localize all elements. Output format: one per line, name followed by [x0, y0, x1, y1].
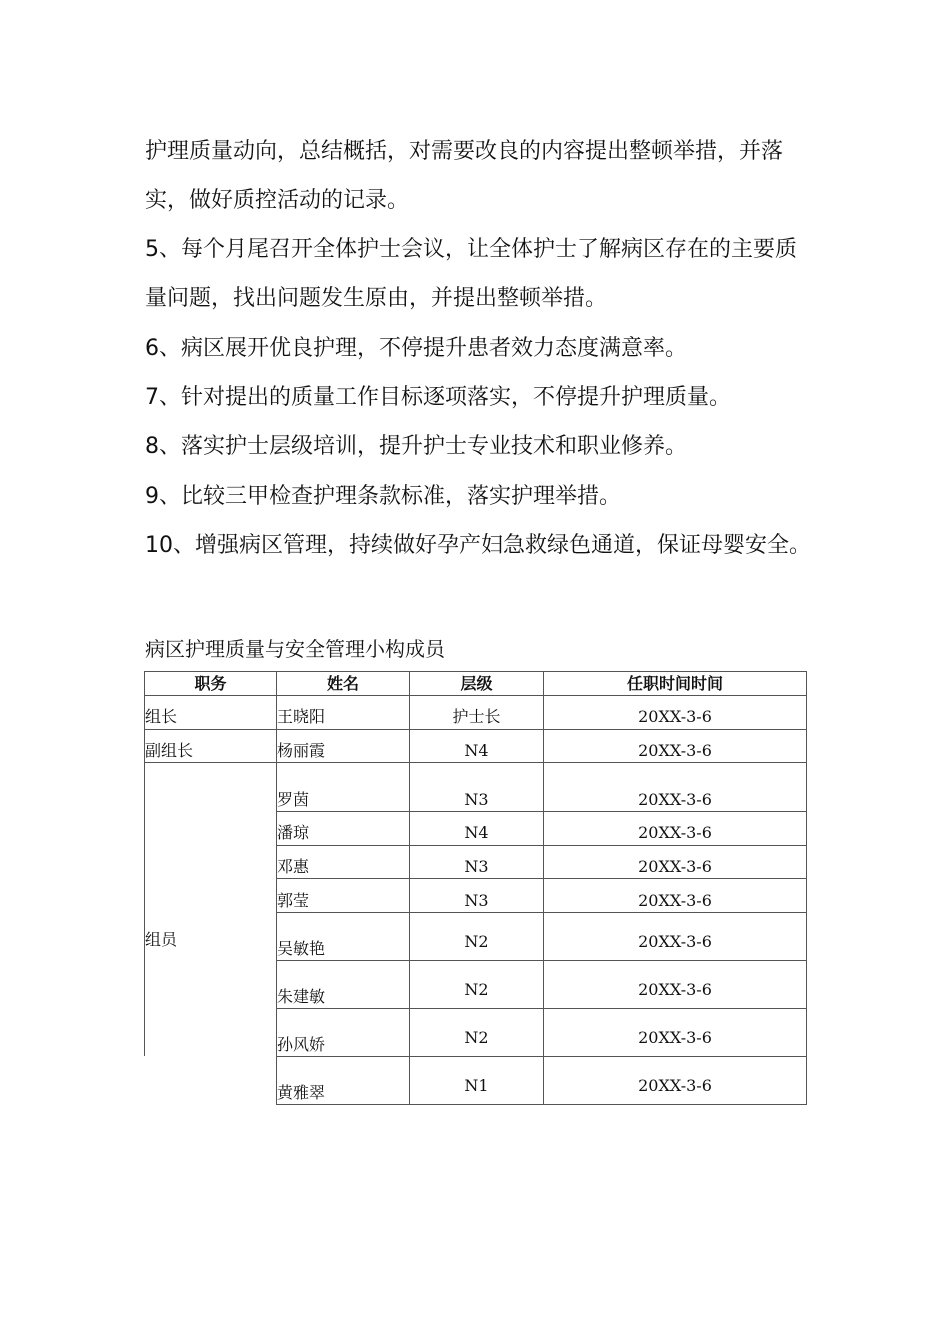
table-row-line — [144, 762, 807, 763]
paragraph-line: 实，做好质控活动的记录。 — [145, 188, 410, 213]
table-row-line — [276, 811, 807, 812]
table-row-line — [276, 1008, 807, 1009]
header-name: 姓名 — [326, 674, 359, 693]
table-cell-date: 20XX-3-6 — [638, 1076, 712, 1095]
table-cell-date: 20XX-3-6 — [638, 707, 712, 726]
table-cell-name: 郭莹 — [277, 891, 310, 910]
table-row-line — [144, 695, 807, 696]
table-cell-name: 黄雅翠 — [277, 1083, 326, 1102]
table-border-top — [144, 671, 807, 672]
table-cell-name: 王晓阳 — [277, 707, 326, 726]
table-cell-date: 20XX-3-6 — [638, 823, 712, 842]
table-row-line — [276, 912, 807, 913]
table-cell-name: 孙风娇 — [277, 1035, 326, 1054]
table-cell-level: 护士长 — [452, 707, 501, 726]
table-cell-level: N2 — [464, 980, 489, 999]
paragraph-line: 8、落实护士层级培训，提升护士专业技术和职业修养。 — [145, 434, 687, 459]
table-cell-name: 杨丽霞 — [277, 741, 326, 760]
table-cell-level: N4 — [464, 823, 489, 842]
table-cell-level: N2 — [464, 932, 489, 951]
table-cell-name: 吴敏艳 — [277, 939, 326, 958]
table-cell-name: 邓惠 — [277, 857, 310, 876]
paragraph-line: 10、增强病区管理，持续做好孕产妇急救绿色通道，保证母婴安全。 — [145, 533, 811, 558]
header-level: 层级 — [460, 674, 493, 693]
table-border-left — [144, 671, 145, 1056]
paragraph-line: 9、比较三甲检查护理条款标准，落实护理举措。 — [145, 484, 621, 509]
table-cell-name: 潘琼 — [277, 823, 310, 842]
table-cell-date: 20XX-3-6 — [638, 980, 712, 999]
table-cell-level: N3 — [464, 891, 489, 910]
table-cell-date: 20XX-3-6 — [638, 932, 712, 951]
table-cell-level: N1 — [464, 1076, 489, 1095]
paragraph-line: 护理质量动向，总结概括，对需要改良的内容提出整顿举措，并落 — [145, 139, 784, 164]
table-cell-date: 20XX-3-6 — [638, 790, 712, 809]
table-cell-level: N3 — [464, 790, 489, 809]
table-caption: 病区护理质量与安全管理小构成员 — [145, 637, 445, 661]
table-cell-level: N3 — [464, 857, 489, 876]
paragraph-line: 6、病区展开优良护理，不停提升患者效力态度满意率。 — [145, 336, 687, 361]
position-leader: 组长 — [145, 707, 178, 726]
position-member: 组员 — [145, 930, 178, 949]
header-position: 职务 — [194, 674, 227, 693]
table-row-line — [276, 845, 807, 846]
table-cell-name: 罗茵 — [277, 790, 310, 809]
paragraph-line: 7、针对提出的质量工作目标逐项落实，不停提升护理质量。 — [145, 385, 731, 410]
paragraph-line: 量问题，找出问题发生原由，并提出整顿举措。 — [145, 286, 608, 311]
table-row-line — [276, 960, 807, 961]
table-row-line — [144, 729, 807, 730]
paragraph-line: 5、每个月尾召开全体护士会议，让全体护士了解病区存在的主要质 — [145, 237, 797, 262]
table-row-line — [276, 1056, 807, 1057]
table-cell-date: 20XX-3-6 — [638, 1028, 712, 1047]
table-cell-level: N4 — [464, 741, 489, 760]
position-deputy-leader: 副组长 — [145, 741, 194, 760]
table-cell-date: 20XX-3-6 — [638, 891, 712, 910]
table-cell-level: N2 — [464, 1028, 489, 1047]
table-cell-date: 20XX-3-6 — [638, 857, 712, 876]
table-cell-date: 20XX-3-6 — [638, 741, 712, 760]
table-row-line — [276, 878, 807, 879]
header-term: 任职时间时间 — [626, 674, 723, 693]
table-border-bottom — [276, 1104, 807, 1105]
table-cell-name: 朱建敏 — [277, 987, 326, 1006]
table-border-right — [806, 671, 807, 1105]
